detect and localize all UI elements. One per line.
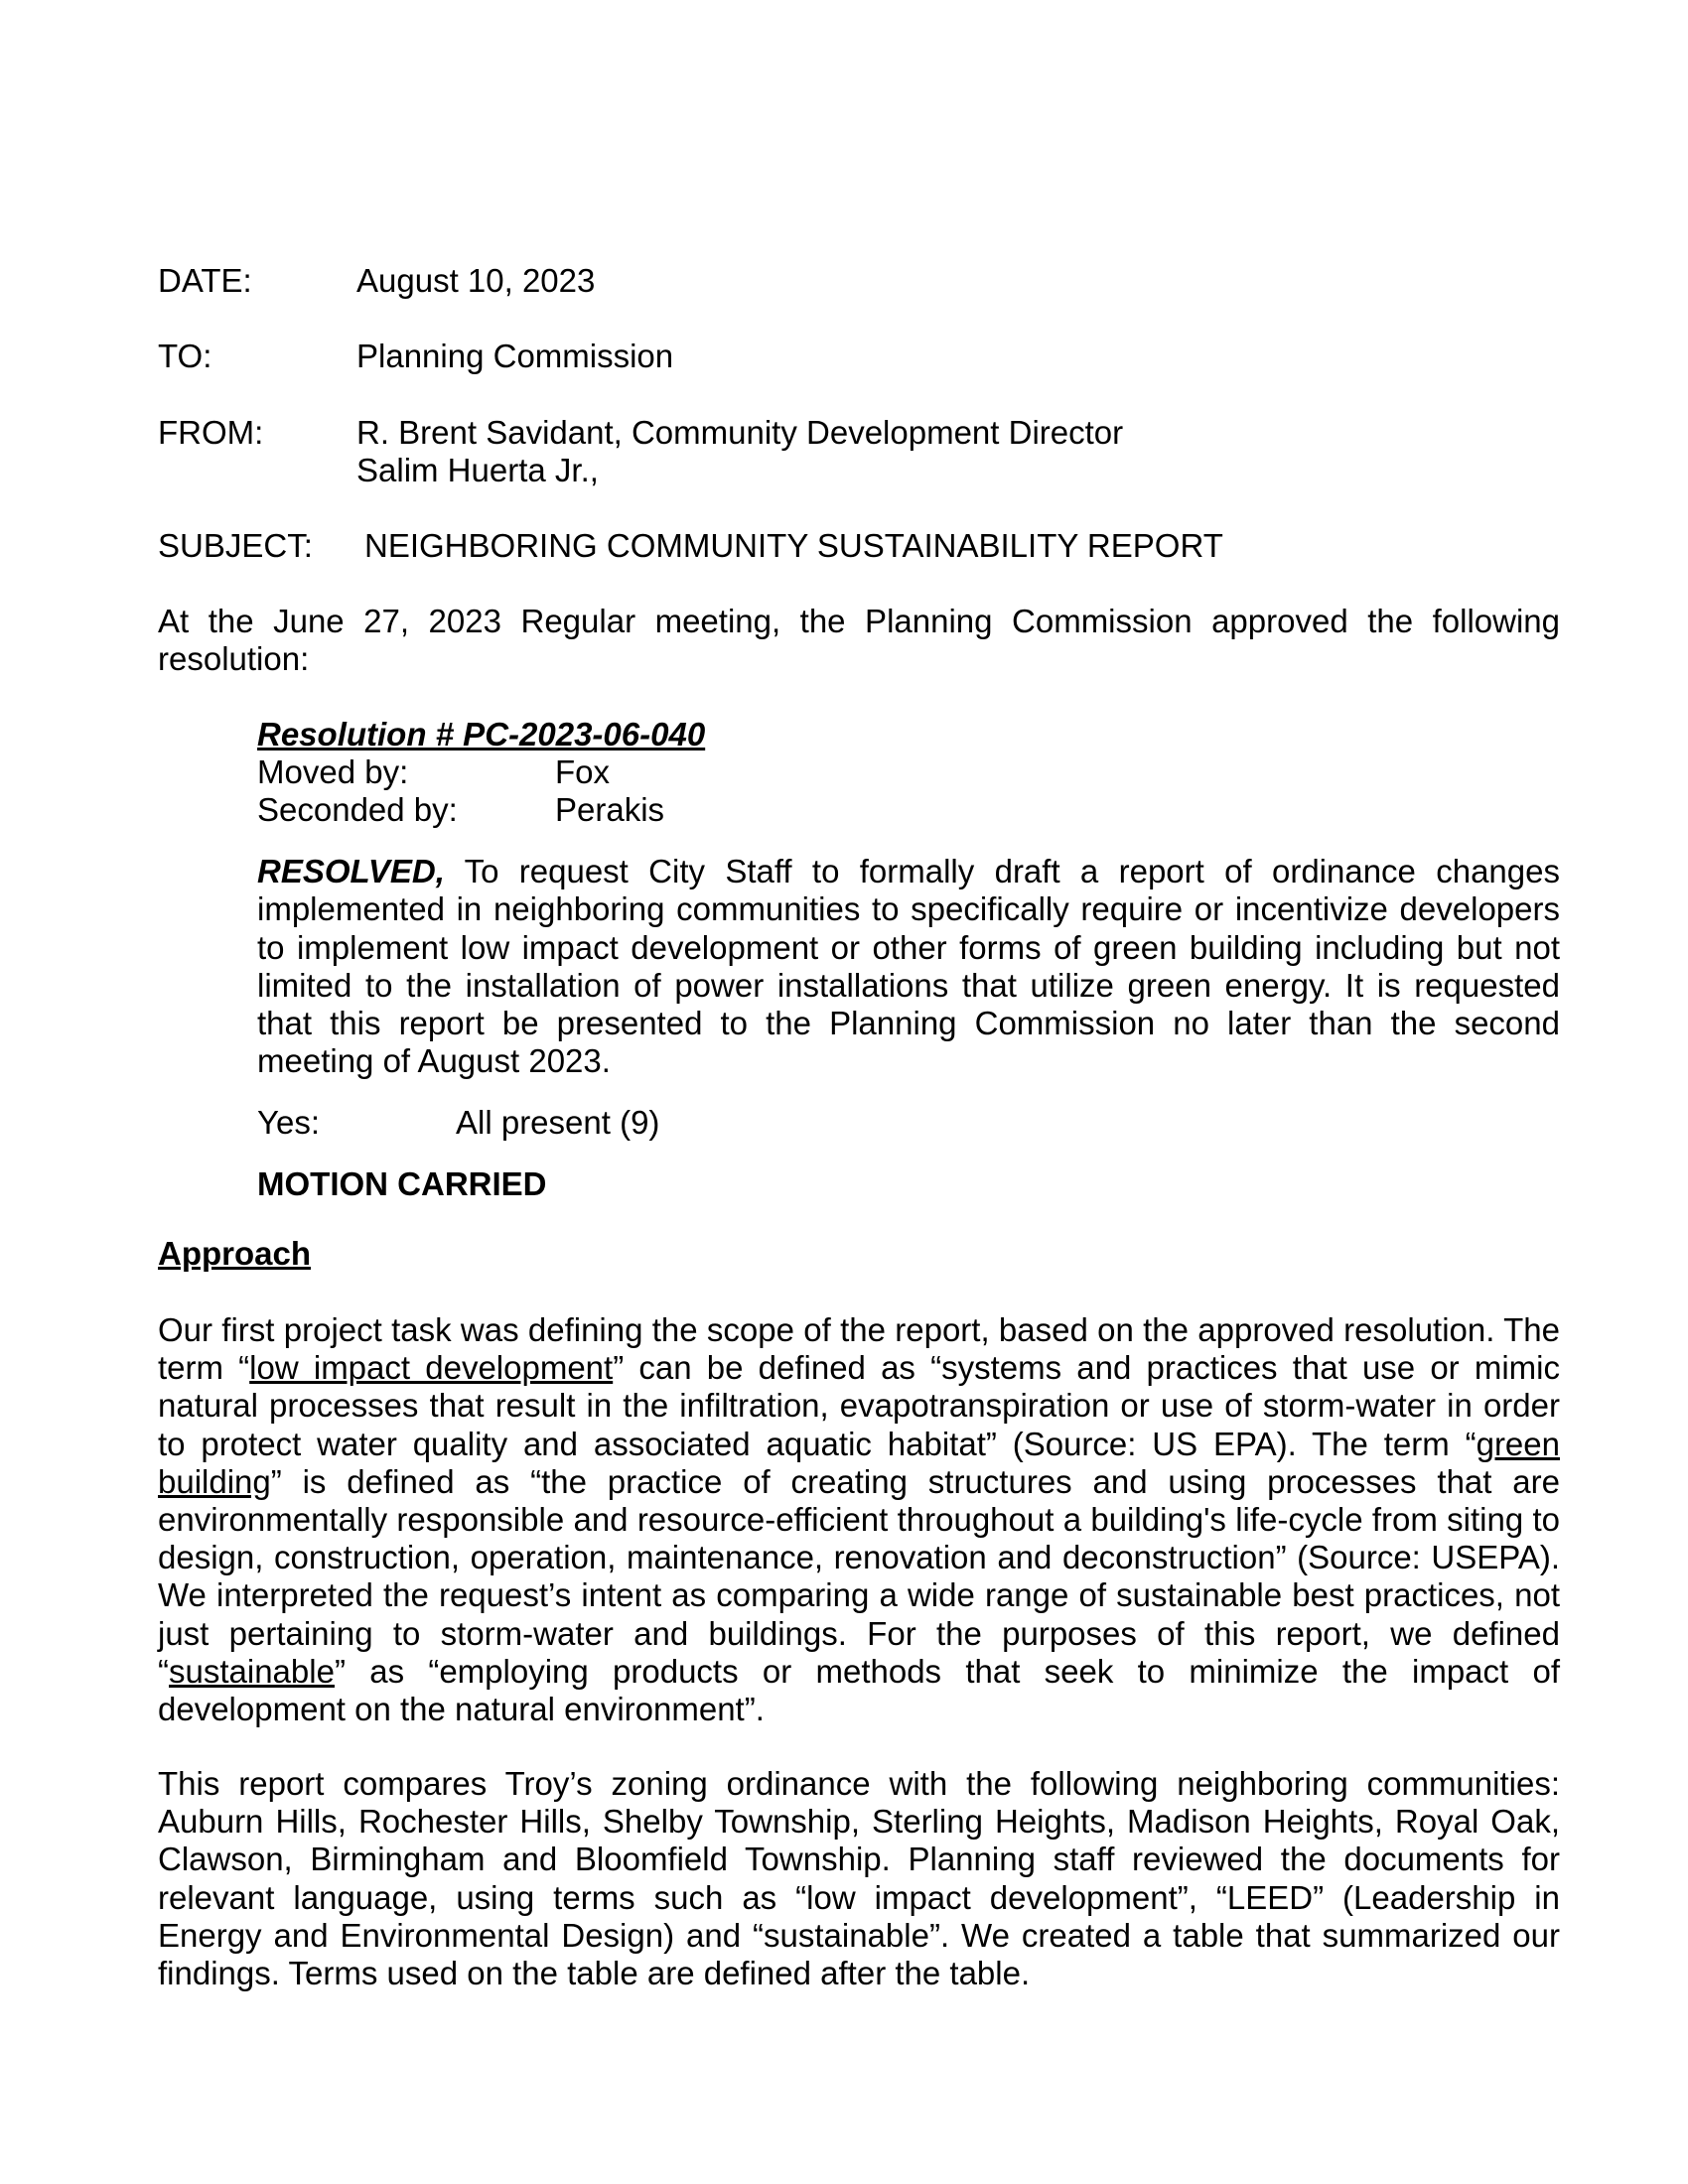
approach-paragraph-2: This report compares Troy’s zoning ordinance with the following neighboring communities: Auburn Hills, Rochester Hills, Shelby Township, Sterling Heights, Madison Heights, Royal Oak, Clawson, Birmingham and Bloomfield Township. Planning staff reviewed the documents for relevant language, using terms such as “low impact development”, “LEED” (Leadership in Energy and Environmental Design) and “sustainable”. We created a table that summarized our findings. Terms used on the table are defined after the table. bbox=[158, 1765, 1560, 1992]
seconded-by-value: Perakis bbox=[555, 791, 665, 829]
date-label: DATE: bbox=[158, 262, 252, 299]
resolution-block bbox=[257, 716, 1560, 1204]
term-low-impact-development: low impact development bbox=[249, 1349, 614, 1387]
yes-label: Yes: bbox=[257, 1104, 321, 1142]
from-line-2: Salim Huerta Jr., bbox=[356, 452, 599, 488]
resolved-paragraph bbox=[257, 853, 1560, 1080]
resolution-title: Resolution # PC-2023-06-040 bbox=[257, 716, 706, 752]
approach-p1-text-a: Our first project task was defining the scope of the report, based on the approved resolution. The term “ bbox=[158, 1311, 1560, 1387]
from-line-1: R. Brent Savidant, Community Development Director bbox=[356, 414, 1124, 451]
to-label: TO: bbox=[158, 338, 212, 374]
approach-paragraph-1 bbox=[158, 1311, 1560, 1728]
from-label: FROM: bbox=[158, 414, 264, 451]
approach-heading: Approach bbox=[158, 1235, 312, 1272]
term-green-building: green building bbox=[158, 1425, 1560, 1500]
seconded-by-label: Seconded by: bbox=[257, 791, 458, 829]
intro-paragraph: At the June 27, 2023 Regular meeting, the Planning Commission approved the following resolution: bbox=[158, 603, 1560, 678]
subject-label: SUBJECT: bbox=[158, 527, 313, 564]
moved-by-label: Moved by: bbox=[257, 753, 409, 791]
date-value: August 10, 2023 bbox=[356, 262, 596, 299]
yes-value: All present (9) bbox=[456, 1104, 660, 1142]
vote-row bbox=[257, 1104, 1560, 1142]
resolved-lead: RESOLVED, bbox=[257, 853, 445, 890]
approach-p1-text-d: ” as “employing products or methods that seek to minimize the impact of development on the natural environment”. bbox=[158, 1652, 1560, 1728]
resolved-text: To request City Staff to formally draft a report of ordinance changes implemented in neighboring communities to specifically require or incentivize developers to implement low impact development or other forms of green building including but not limited to the installation of power installations that utilize green energy. It is requested that this report be presented to the Planning Commission no later than the second meeting of August 2023. bbox=[257, 853, 1560, 1080]
moved-by-row bbox=[257, 753, 1560, 791]
motion-result: MOTION CARRIED bbox=[257, 1165, 547, 1203]
seconded-by-row bbox=[257, 791, 1560, 829]
approach-p1-text-c: ” is defined as “the practice of creating structures and using processes that are environmentally responsible and resource-efficient throughout a building's life-cycle from siting to design, construction, operation, maintenance, renovation and deconstruction” (Source: USEPA). We interpreted the request’s intent as comparing a wide range of sustainable best practices, not just pertaining to storm-water and buildings. For the purposes of this report, we defined “ bbox=[158, 1462, 1560, 1690]
approach-p1-text-b: ” can be defined as “systems and practices that use or mimic natural processes that result in the infiltration, evapotranspiration or use of storm-water in order to protect water quality and associated aquatic habitat” (Source: US EPA). The term “ bbox=[158, 1349, 1560, 1462]
moved-by-value: Fox bbox=[555, 753, 611, 791]
term-sustainable: sustainable bbox=[169, 1652, 335, 1690]
subject-value: NEIGHBORING COMMUNITY SUSTAINABILITY REPORT bbox=[364, 527, 1223, 564]
to-value: Planning Commission bbox=[356, 338, 674, 374]
